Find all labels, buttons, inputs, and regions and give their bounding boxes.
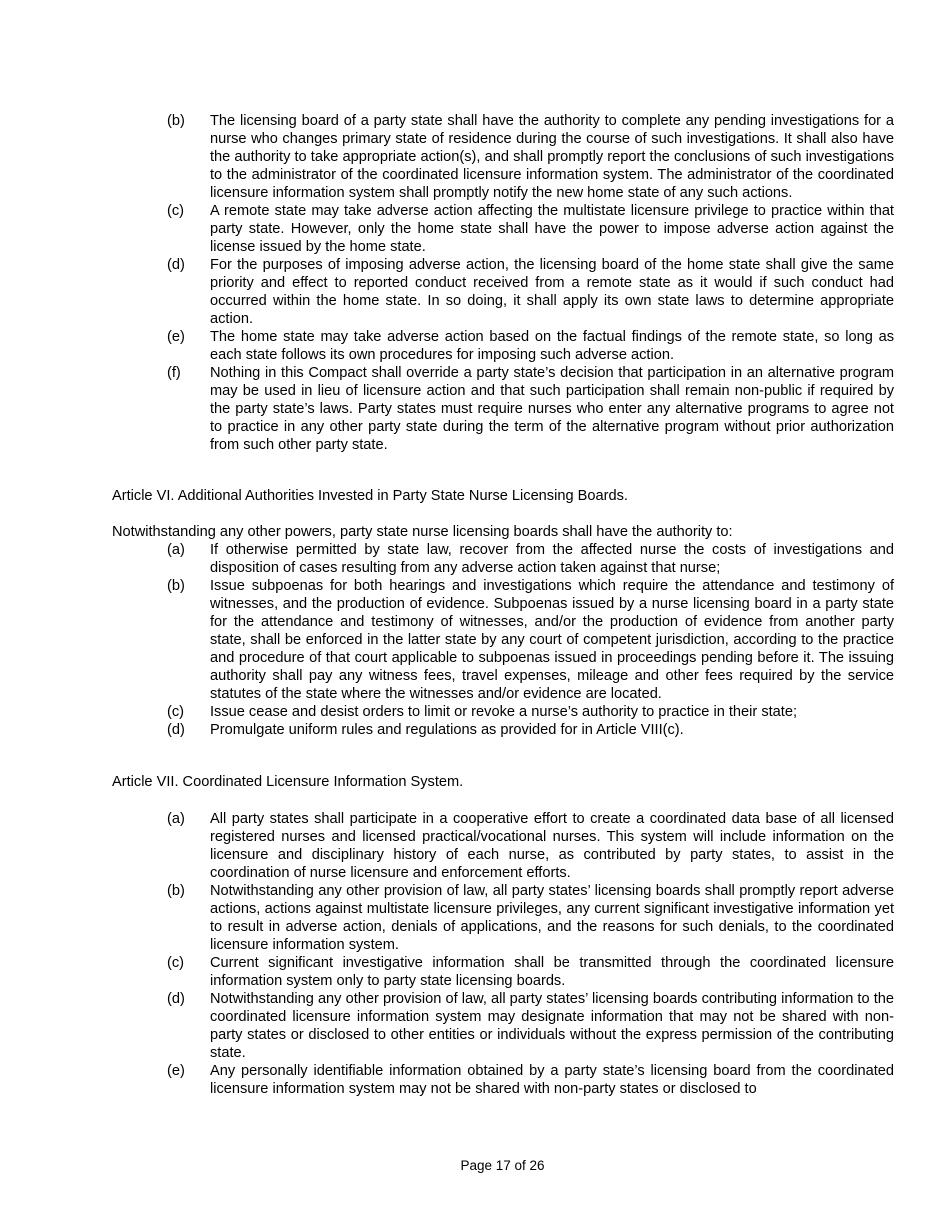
list-item — [0, 202, 950, 256]
list-item — [0, 112, 950, 202]
item-text: The home state may take adverse action based on the factual findings of the remote state, so long as each state follows its own procedures for imposing such adverse action. — [210, 329, 894, 363]
item-label: (d) — [167, 722, 185, 738]
item-label: (d) — [167, 257, 185, 273]
item-label: (b) — [167, 578, 185, 594]
item-text: Issue subpoenas for both hearings and investigations which require the attendance and testimony of witnesses, and the production of evidence. Subpoenas issued by a nurse licensing board in a party state for the attendance and testimony of witnesses, and/or the production of evidence from another party state, shall be enforced in the latter state by any court of competent jurisdiction, according to the practice and procedure of that court applicable to subpoenas issued in proceedings pending before it. The issuing authority shall pay any witness fees, travel expenses, mileage and other fees required by the service statutes of the state where the witnesses and/or evidence are located. — [210, 578, 894, 702]
item-text: All party states shall participate in a cooperative effort to create a coordinated data base of all licensed registered nurses and licensed practical/vocational nurses. This system will include information on the licensure and disciplinary history of each nurse, as contributed by party states, to assist in the coordination of nurse licensure and enforcement efforts. — [210, 811, 894, 881]
item-text: The licensing board of a party state shall have the authority to complete any pending investigations for a nurse who changes primary state of residence during the course of such investigations. It shall also have the authority to take appropriate action(s), and shall promptly report the conclusions of such investigations to the administrator of the coordinated licensure information system. The administrator of the coordinated licensure information system shall promptly notify the new home state of any such actions. — [210, 113, 894, 201]
item-text: For the purposes of imposing adverse action, the licensing board of the home state shall give the same priority and effect to reported conduct received from a remote state as it would if such conduct had occurred within the home state. In so doing, it shall apply its own state laws to determine appropriate action. — [210, 257, 894, 327]
list-item — [0, 328, 950, 364]
list-item — [0, 954, 950, 990]
item-label: (c) — [167, 955, 185, 971]
item-text: If otherwise permitted by state law, recover from the affected nurse the costs of investigations and disposition of cases resulting from any adverse action taken against that nurse; — [210, 542, 894, 576]
item-label: (b) — [167, 883, 185, 899]
list-item — [0, 990, 950, 1062]
list-item — [0, 256, 950, 328]
list-item — [0, 364, 950, 454]
list-item — [0, 577, 950, 703]
article-vii-heading: Article VII. Coordinated Licensure Information System. — [112, 774, 464, 790]
item-label: (d) — [167, 991, 185, 1007]
item-text: A remote state may take adverse action affecting the multistate licensure privilege to practice within that party state. However, only the home state shall have the power to impose adverse action against the license issued by the home state. — [210, 203, 894, 255]
article-vii-list — [0, 810, 950, 1098]
list-item — [0, 1062, 950, 1098]
item-label: (f) — [167, 365, 181, 381]
item-text: Issue cease and desist orders to limit or revoke a nurse’s authority to practice in their state; — [210, 704, 798, 720]
article-v-list — [0, 112, 950, 454]
item-text: Any personally identifiable information obtained by a party state’s licensing board from the coordinated licensure information system may not be shared with non-party states or disclosed to — [210, 1063, 894, 1097]
item-text: Promulgate uniform rules and regulations as provided for in Article VIII(c). — [210, 722, 684, 738]
item-label: (c) — [167, 203, 185, 219]
item-text: Current significant investigative information shall be transmitted through the coordinated licensure information system only to party state licensing boards. — [210, 955, 894, 989]
list-item — [0, 810, 950, 882]
item-label: (b) — [167, 113, 185, 129]
list-item — [0, 882, 950, 954]
item-text: Notwithstanding any other provision of law, all party states’ licensing boards shall promptly report adverse actions, actions against multistate licensure privileges, any current significant investigative information yet to result in adverse action, denials of applications, and the reasons for such denials, to the coordinated licensure information system. — [210, 883, 894, 953]
item-label: (c) — [167, 704, 185, 720]
item-label: (e) — [167, 329, 185, 345]
list-item — [0, 703, 950, 721]
article-vi-list — [0, 541, 950, 739]
item-text: Notwithstanding any other provision of law, all party states’ licensing boards contributing information to the coordinated licensure information system may designate information that may not be shared with non-party states or disclosed to other entities or individuals without the express permission of the contributing state. — [210, 991, 894, 1061]
item-label: (e) — [167, 1063, 185, 1079]
item-label: (a) — [167, 811, 185, 827]
item-text: Nothing in this Compact shall override a party state’s decision that participation in an alternative program may be used in lieu of licensure action and that such participation shall remain non-public if required by the party state’s laws. Party states must require nurses who enter any alternative programs to agree not to practice in any other party state during the term of the alternative program without prior authorization from such other party state. — [210, 365, 894, 453]
list-item — [0, 721, 950, 739]
item-label: (a) — [167, 542, 185, 558]
article-vi-heading: Article VI. Additional Authorities Invested in Party State Nurse Licensing Boards. — [112, 488, 628, 504]
page-number: Page 17 of 26 — [460, 1158, 545, 1173]
list-item — [0, 541, 950, 577]
article-vi-intro: Notwithstanding any other powers, party state nurse licensing boards shall have the authority to: — [112, 524, 733, 540]
